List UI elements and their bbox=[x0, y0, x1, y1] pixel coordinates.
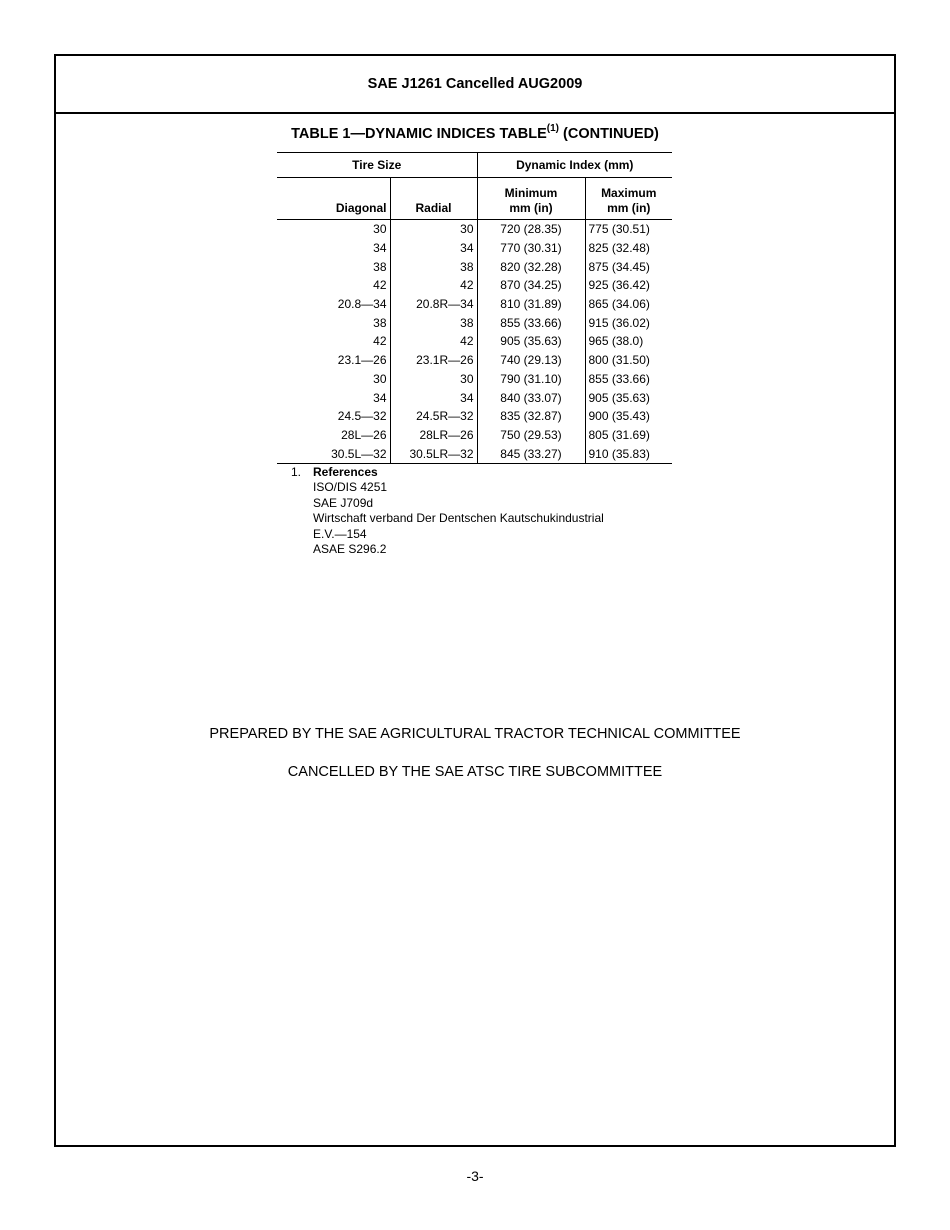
footnote-line: E.V.—154 bbox=[313, 526, 367, 541]
table-row bbox=[277, 257, 672, 276]
cell-diagonal: 38 bbox=[277, 313, 390, 332]
cell-minimum: 790 (31.10) bbox=[477, 370, 585, 389]
cell-minimum: 740 (29.13) bbox=[477, 351, 585, 370]
cell-radial: 20.8R—34 bbox=[390, 295, 477, 314]
table-body bbox=[277, 220, 672, 464]
cell-maximum: 865 (34.06) bbox=[588, 297, 650, 312]
table-row bbox=[277, 407, 672, 426]
table-title-main: TABLE 1—DYNAMIC INDICES TABLE bbox=[291, 125, 547, 142]
footnote-line: SAE J709d bbox=[313, 495, 374, 510]
cell-diagonal: 42 bbox=[277, 332, 390, 351]
page-frame bbox=[54, 54, 896, 1147]
header-radial: Radial bbox=[390, 178, 477, 220]
cell-radial: 30.5LR—32 bbox=[390, 444, 477, 463]
cell-minimum: 870 (34.25) bbox=[477, 276, 585, 295]
cell-radial: 42 bbox=[390, 276, 477, 295]
cell-radial: 28LR—26 bbox=[390, 426, 477, 445]
cell-minimum: 720 (28.35) bbox=[477, 220, 585, 239]
cell-radial: 23.1R—26 bbox=[390, 351, 477, 370]
cell-minimum: 855 (33.66) bbox=[477, 313, 585, 332]
cell-radial: 24.5R—32 bbox=[390, 407, 477, 426]
table-row bbox=[277, 444, 672, 463]
cell-minimum: 820 (32.28) bbox=[477, 257, 585, 276]
cell-maximum: 805 (31.69) bbox=[588, 427, 650, 442]
cell-maximum: 965 (38.0) bbox=[588, 334, 644, 349]
header-maximum-line1: Maximum bbox=[601, 186, 657, 200]
cell-radial: 42 bbox=[390, 332, 477, 351]
header-minimum-line2: mm (in) bbox=[509, 201, 553, 215]
table-row bbox=[277, 276, 672, 295]
header-minimum-line1: Minimum bbox=[504, 186, 558, 200]
cell-diagonal: 20.8—34 bbox=[277, 295, 390, 314]
cell-minimum: 905 (35.63) bbox=[477, 332, 585, 351]
footnote-line: ASAE S296.2 bbox=[313, 542, 387, 557]
cell-maximum: 900 (35.43) bbox=[588, 409, 650, 424]
cell-diagonal: 30 bbox=[277, 370, 390, 389]
header-diagonal: Diagonal bbox=[277, 178, 390, 220]
table-row bbox=[277, 426, 672, 445]
footnote bbox=[291, 465, 604, 557]
cell-diagonal: 28L—26 bbox=[277, 426, 390, 445]
table-row bbox=[277, 220, 672, 239]
cell-minimum: 810 (31.89) bbox=[477, 295, 585, 314]
cell-maximum: 800 (31.50) bbox=[588, 353, 650, 368]
cell-radial: 30 bbox=[390, 220, 477, 239]
prepared-by-statement: PREPARED BY THE SAE AGRICULTURAL TRACTOR TECHNICAL COMMITTEE bbox=[209, 726, 741, 742]
table-row bbox=[277, 370, 672, 389]
table-row bbox=[277, 295, 672, 314]
table-row bbox=[277, 239, 672, 258]
cell-minimum: 840 (33.07) bbox=[477, 388, 585, 407]
cancelled-by-statement: CANCELLED BY THE SAE ATSC TIRE SUBCOMMITTEE bbox=[287, 764, 663, 780]
cell-diagonal: 30 bbox=[277, 220, 390, 239]
cell-diagonal: 34 bbox=[277, 239, 390, 258]
cell-diagonal: 30.5L—32 bbox=[277, 444, 390, 463]
table-row bbox=[277, 313, 672, 332]
header-maximum bbox=[585, 178, 672, 220]
header-dynamic-index: Dynamic Index (mm) bbox=[477, 153, 672, 178]
footnote-line: ISO/DIS 4251 bbox=[313, 480, 388, 495]
cell-diagonal: 42 bbox=[277, 276, 390, 295]
cell-maximum: 775 (30.51) bbox=[588, 222, 650, 237]
table-title-footnote-ref: (1) bbox=[546, 123, 559, 134]
cell-radial: 38 bbox=[390, 313, 477, 332]
cell-minimum: 750 (29.53) bbox=[477, 426, 585, 445]
cell-radial: 34 bbox=[390, 388, 477, 407]
footnote-title: References bbox=[313, 465, 378, 479]
cell-maximum: 915 (36.02) bbox=[588, 315, 650, 330]
cell-minimum: 845 (33.27) bbox=[477, 444, 585, 463]
dynamic-indices-table bbox=[277, 152, 672, 464]
table-title bbox=[56, 124, 894, 142]
cell-diagonal: 24.5—32 bbox=[277, 407, 390, 426]
cell-maximum: 825 (32.48) bbox=[588, 241, 650, 256]
cell-diagonal: 23.1—26 bbox=[277, 351, 390, 370]
table-row bbox=[277, 388, 672, 407]
cell-maximum: 910 (35.83) bbox=[585, 444, 672, 463]
cell-minimum: 835 (32.87) bbox=[477, 407, 585, 426]
table-title-tail: (CONTINUED) bbox=[558, 125, 659, 142]
cell-maximum: 905 (35.63) bbox=[588, 390, 650, 405]
footnote-line: Wirtschaft verband Der Dentschen Kautschukindustrial bbox=[313, 511, 604, 526]
header-tire-size: Tire Size bbox=[277, 153, 477, 178]
cell-diagonal: 34 bbox=[277, 388, 390, 407]
page-number: -3- bbox=[466, 1168, 484, 1184]
cell-radial: 34 bbox=[390, 239, 477, 258]
table-row bbox=[277, 332, 672, 351]
cell-minimum: 770 (30.31) bbox=[477, 239, 585, 258]
cell-maximum: 875 (34.45) bbox=[588, 259, 650, 274]
cell-maximum: 925 (36.42) bbox=[588, 278, 650, 293]
footnote-body bbox=[313, 465, 604, 557]
table-row bbox=[277, 351, 672, 370]
cell-radial: 30 bbox=[390, 370, 477, 389]
cell-diagonal: 38 bbox=[277, 257, 390, 276]
cell-radial: 38 bbox=[390, 257, 477, 276]
header-minimum bbox=[477, 178, 585, 220]
header-maximum-line2: mm (in) bbox=[607, 201, 651, 215]
cell-maximum: 855 (33.66) bbox=[588, 371, 650, 386]
document-header: SAE J1261 Cancelled AUG2009 bbox=[56, 56, 894, 114]
footnote-number: 1. bbox=[291, 465, 302, 479]
